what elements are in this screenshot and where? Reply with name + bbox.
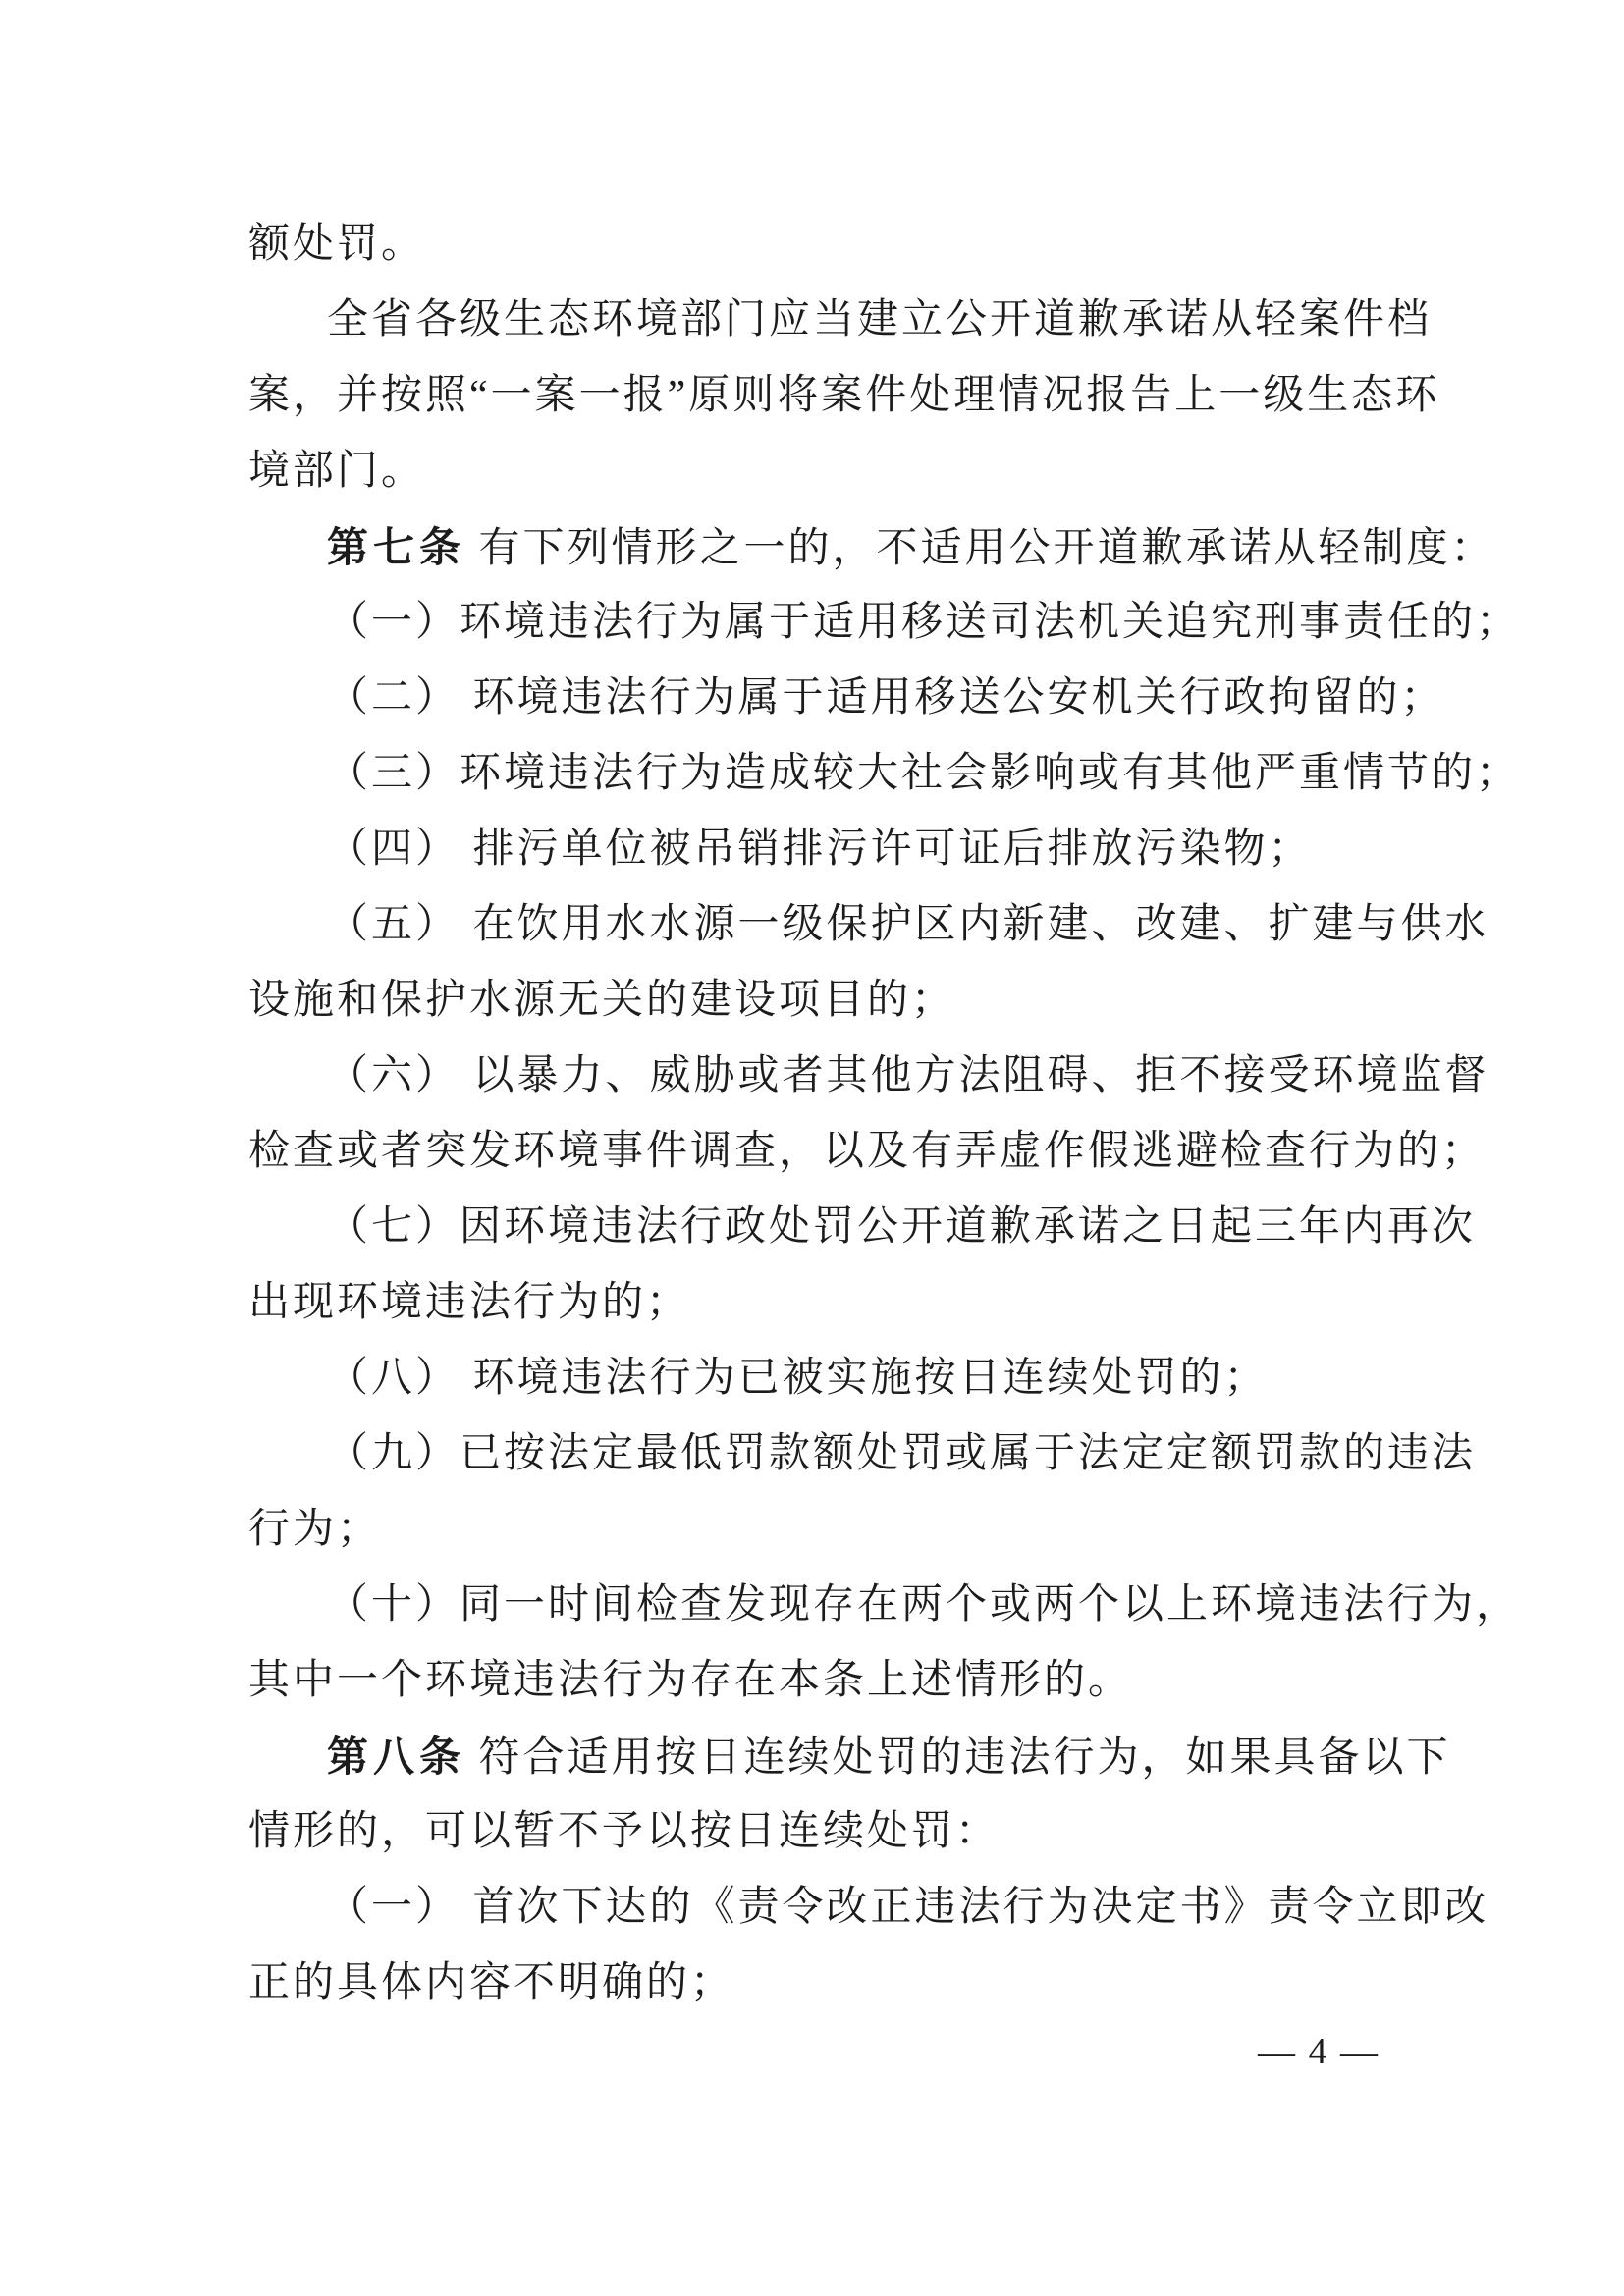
line-text: 出现环境违法行为的； bbox=[248, 1280, 691, 1325]
line-text: （七）因环境违法行政处罚公开道歉承诺之日起三年内再次 bbox=[327, 1204, 1477, 1250]
line-text: 正的具体内容不明确的； bbox=[248, 1960, 735, 2005]
document-line bbox=[248, 963, 1380, 1039]
document-line bbox=[248, 1039, 1489, 1114]
document-line bbox=[248, 1568, 1521, 1643]
line-text: 设施和保护水源无关的建设项目的； bbox=[248, 978, 956, 1023]
document-line bbox=[248, 1794, 1380, 1870]
article-heading-line bbox=[248, 1719, 1451, 1794]
line-text: 案，并按照“一案一报”原则将案件处理情况报告上一级生态环 bbox=[248, 373, 1440, 418]
document-line bbox=[248, 283, 1433, 358]
document-body bbox=[248, 207, 1521, 2021]
document-line bbox=[248, 207, 1380, 283]
document-line bbox=[248, 1341, 1380, 1416]
document-line bbox=[248, 661, 1445, 736]
line-text: （三）环境违法行为造成较大社会影响或有其他严重情节的； bbox=[327, 751, 1521, 796]
document-line bbox=[248, 1946, 1380, 2021]
line-text: 境部门。 bbox=[248, 449, 426, 494]
line-text: 情形的，可以暂不予以按日连续处罚： bbox=[248, 1809, 1001, 1854]
line-text: （五） 在饮用水水源一级保护区内新建、改建、扩建与供水 bbox=[327, 902, 1489, 947]
line-text: （十）同一时间检查发现存在两个或两个以上环境违法行为， bbox=[327, 1582, 1521, 1628]
line-text: 全省各级生态环境部门应当建立公开道歉承诺从轻案件档 bbox=[327, 297, 1433, 343]
document-line bbox=[248, 1265, 1380, 1341]
line-text: （六） 以暴力、威胁或者其他方法阻碍、拒不接受环境监督 bbox=[327, 1053, 1489, 1098]
document-line bbox=[248, 1870, 1489, 1946]
line-text: 额处罚。 bbox=[248, 222, 426, 267]
page-number: — 4 — bbox=[1258, 2031, 1380, 2072]
line-text: （八） 环境违法行为已被实施按日连续处罚的； bbox=[327, 1356, 1269, 1401]
line-text: 检查或者突发环境事件调查，以及有弄虚作假逃避检查行为的； bbox=[248, 1129, 1487, 1174]
line-text: 其中一个环境违法行为存在本条上述情形的。 bbox=[248, 1658, 1133, 1703]
document-line bbox=[248, 887, 1489, 963]
document-line bbox=[248, 1416, 1477, 1492]
line-text: （四） 排污单位被吊销排污许可证后排放污染物； bbox=[327, 827, 1313, 872]
document-line bbox=[248, 1492, 1380, 1568]
line-text: （九）已按法定最低罚款额处罚或属于法定定额罚款的违法 bbox=[327, 1431, 1477, 1476]
document-line bbox=[248, 812, 1380, 887]
document-line bbox=[248, 434, 1380, 509]
article-number: 第八条 bbox=[327, 1734, 466, 1780]
document-line bbox=[248, 736, 1521, 812]
document-line bbox=[248, 1643, 1380, 1719]
document-line bbox=[248, 358, 1440, 434]
line-text: （二） 环境违法行为属于适用移送公安机关行政拘留的； bbox=[327, 675, 1445, 721]
line-text: 有下列情形之一的，不适用公开道歉承诺从轻制度： bbox=[465, 526, 1495, 571]
line-text: （一） 首次下达的《责令改正违法行为决定书》责令立即改 bbox=[327, 1885, 1489, 1930]
document-line bbox=[248, 1190, 1477, 1265]
document-line bbox=[248, 585, 1521, 661]
document-line bbox=[248, 1114, 1487, 1190]
article-heading-line bbox=[248, 509, 1495, 585]
line-text: 符合适用按日连续处罚的违法行为，如果具备以下 bbox=[465, 1735, 1451, 1781]
article-number: 第七条 bbox=[327, 524, 466, 570]
line-text: 行为； bbox=[248, 1507, 382, 1552]
line-text: （一）环境违法行为属于适用移送司法机关追究刑事责任的； bbox=[327, 600, 1521, 645]
